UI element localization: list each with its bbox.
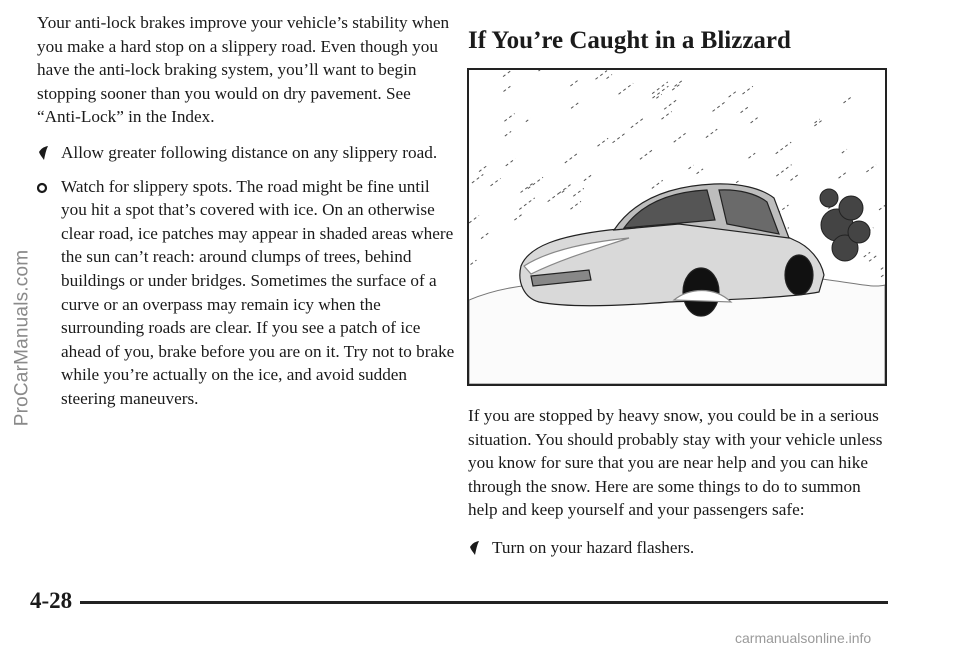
footer-rule bbox=[80, 601, 888, 604]
section-heading: If You’re Caught in a Blizzard bbox=[468, 27, 791, 54]
list-item bbox=[468, 536, 888, 560]
left-column bbox=[37, 11, 457, 411]
list-item bbox=[37, 175, 457, 411]
bullet-text: Turn on your hazard flashers. bbox=[492, 537, 695, 557]
side-watermark-text: ProCarManuals.com bbox=[11, 249, 33, 427]
checkmark-bullet-icon bbox=[468, 540, 482, 556]
bullet-text: Allow greater following distance on any slippery road. bbox=[61, 142, 438, 162]
side-watermark bbox=[2, 228, 42, 448]
car-drawing bbox=[520, 184, 824, 316]
blizzard-illustration bbox=[467, 68, 887, 386]
checkmark-bullet-icon bbox=[37, 145, 51, 161]
snowbound-car-image bbox=[469, 70, 885, 384]
footer-watermark: carmanualsonline.info bbox=[735, 630, 872, 646]
exhaust-smoke bbox=[820, 189, 870, 261]
bullet-text: Watch for slippery spots. The road might be fine until you hit a spot that’s covered with ice. On an otherwise clear road, ice patches may appear in shaded areas where the sun can’t reach: around clumps of trees, behind buildings or under bridges. Sometimes the surface of a curve or an overpass may remain icy when the surrounding roads are clear. If you see a patch of ice ahead of you, brake before you are on it. Try not to brake while you’re actually on the ice, and avoid sudden steering maneuvers. bbox=[61, 176, 455, 408]
list-item bbox=[37, 141, 457, 165]
blizzard-paragraph: If you are stopped by heavy snow, you could be in a serious situation. You should probably stay with your vehicle unless you know for sure that you are near help and you can hike through the snow. Here are some things to do to summon help and keep yourself and your passengers safe: bbox=[468, 406, 883, 520]
right-column-text bbox=[468, 404, 888, 560]
intro-paragraph: Your anti-lock brakes improve your vehicle’s stability when you make a hard stop on a slippery road. Even though you have the anti-lock braking system, you’ll want to begin stopping sooner than you would on dry pavement. See “Anti-Lock” in the Index. bbox=[37, 13, 450, 127]
bullet-dot-icon bbox=[37, 179, 51, 195]
page-number: 4-28 bbox=[30, 588, 73, 613]
